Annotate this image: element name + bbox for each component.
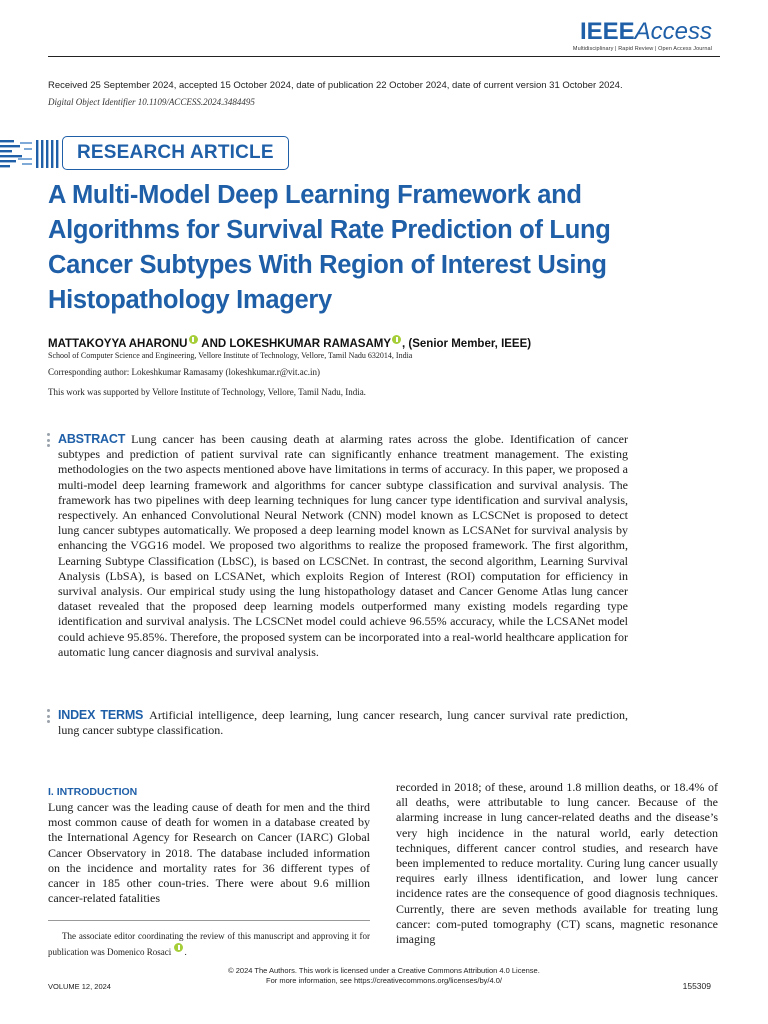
- footnote-rule: [48, 920, 370, 921]
- corresponding-author: Corresponding author: Lokeshkumar Ramasamy (lokeshkumar.r@vit.ac.in): [48, 367, 320, 377]
- header-rule: [48, 56, 720, 57]
- author-2: AND LOKESHKUMAR RAMASAMY: [198, 338, 392, 350]
- license-line-2[interactable]: For more information, see https://creativecommons.org/licenses/by/4.0/: [266, 976, 502, 985]
- doi: Digital Object Identifier 10.1109/ACCESS.2024.3484495: [48, 97, 255, 107]
- index-terms: [58, 708, 628, 738]
- abstract-text: Lung cancer has been causing death at alarming rates across the globe. Identification of cancer subtypes and prediction of patient survival rate can significantly enhance treatment management. The existing methodologies on the two aspects mentioned above have limitations in terms of accuracy. In this paper, we proposed a multi-model deep learning framework and algorithms for cancer subtype classification and survival analysis. The framework has two pipelines with deep learning techniques for lung cancer type identification and survival analysis, respectively. An enhanced Convolutional Neural Network (CNN) model known as LCSCNet is proposed to detect lung cancer subtypes automatically. We proposed a deep learning model known as LCSANet for survival analysis by enhancing the VGG16 model. We proposed two algorithms to realize the proposed framework. The first algorithm, Learning Subtype Classification (LbSC), is based on LCSCNet. In contrast, the second algorithm, Learning Survival Analysis (LbSA), is based on LCSANet, which exploits Region of Interest (ROI) computation for efficiency in survival analysis. Our empirical study using the lung histopathology dataset and Cancer Genome Atlas lung cancer dataset revealed that the proposed deep learning models outperformed many existing models regarding type identification and survival analysis. The LCSCNet model could achieve 96.55% accuracy, while the LCSANet model could achieve 95.85%. Therefore, the proposed system can be incorporated into a real-world healthcare application for automatic lung cancer diagnosis and survival analysis.: [58, 432, 628, 659]
- journal-tagline: Multidisciplinary | Rapid Review | Open Access Journal: [572, 46, 712, 52]
- affiliation: School of Computer Science and Engineering, Vellore Institute of Technology, Vellore, Tamil Nadu 632014, India: [48, 351, 413, 360]
- editor-note: The associate editor coordinating the review of this manuscript and approving it for publication was Domenico Rosaci: [48, 931, 370, 957]
- license-notice: [0, 966, 768, 986]
- paper-title: A Multi-Model Deep Learning Framework and Algorithms for Survival Rate Prediction of Lung Cancer Subtypes With Region of Interest Using Histopathology Imagery: [48, 181, 611, 314]
- author-membership: , (Senior Member, IEEE): [402, 338, 532, 350]
- volume-label: VOLUME 12, 2024: [48, 982, 111, 991]
- index-terms-dots-icon: [47, 709, 51, 726]
- orcid-icon[interactable]: [189, 335, 198, 344]
- index-terms-text: Artificial intelligence, deep learning, lung cancer research, lung cancer survival rate prediction, lung cancer subtype classification.: [58, 708, 628, 738]
- article-type: RESEARCH ARTICLE: [77, 142, 274, 163]
- editor-footnote: The associate editor coordinating the review of this manuscript and approving it for publication was Domenico Rosaci .: [48, 931, 370, 957]
- received-dates: Received 25 September 2024, accepted 15 October 2024, date of publication 22 October 2024, date of current version 31 October 2024.: [48, 80, 623, 91]
- page-number: 155309: [682, 981, 711, 991]
- journal-logo: [573, 20, 712, 52]
- introduction-column-2: recorded in 2018; of these, around 1.8 million deaths, or 18.4% of all deaths, were attributable to lung cancer. Because of the alarming increase in lung cancer-related deaths and the disease’s very high incidence in the natural world, early detection techniques, different cancer control studies, and research have been implemented to reduce mortality. Curing lung cancer usually requires early illness identification, and lower lung cancer incidence rates are the consequence of good diagnosis techniques. Currently, there are seven methods available for treating lung cancer: com-puted tomography (CT) scans, magnetic resonance imaging: [396, 780, 718, 947]
- journal-name: IEEEAccess: [579, 18, 712, 45]
- abstract-heading: ABSTRACT: [58, 432, 126, 446]
- license-line-1: © 2024 The Authors. This work is licensed under a Creative Commons Attribution 4.0 License.: [228, 966, 540, 975]
- article-type-badge: [62, 136, 289, 170]
- orcid-icon[interactable]: [392, 335, 401, 344]
- funding-statement: This work was supported by Vellore Institute of Technology, Vellore, Tamil Nadu, India.: [48, 387, 366, 397]
- index-terms-heading: INDEX TERMS: [58, 708, 144, 722]
- abstract: [58, 432, 628, 660]
- orcid-icon[interactable]: [174, 943, 183, 952]
- authors: [48, 335, 531, 350]
- section-heading-introduction: I. INTRODUCTION: [48, 786, 138, 798]
- author-1: MATTAKOYYA AHARONU: [48, 338, 188, 350]
- abstract-dots-icon: [47, 433, 51, 450]
- introduction-column-1: Lung cancer was the leading cause of death for men and the third most common cause of death for women in a database created by the International Agency for Research on Cancer (IARC) Global Cancer Observatory in 2018. The database included information on the incidence and mortality rates for 36 different types of cancer in 185 other coun-tries. There were about 9.6 million cancer-related fatalities: [48, 800, 370, 906]
